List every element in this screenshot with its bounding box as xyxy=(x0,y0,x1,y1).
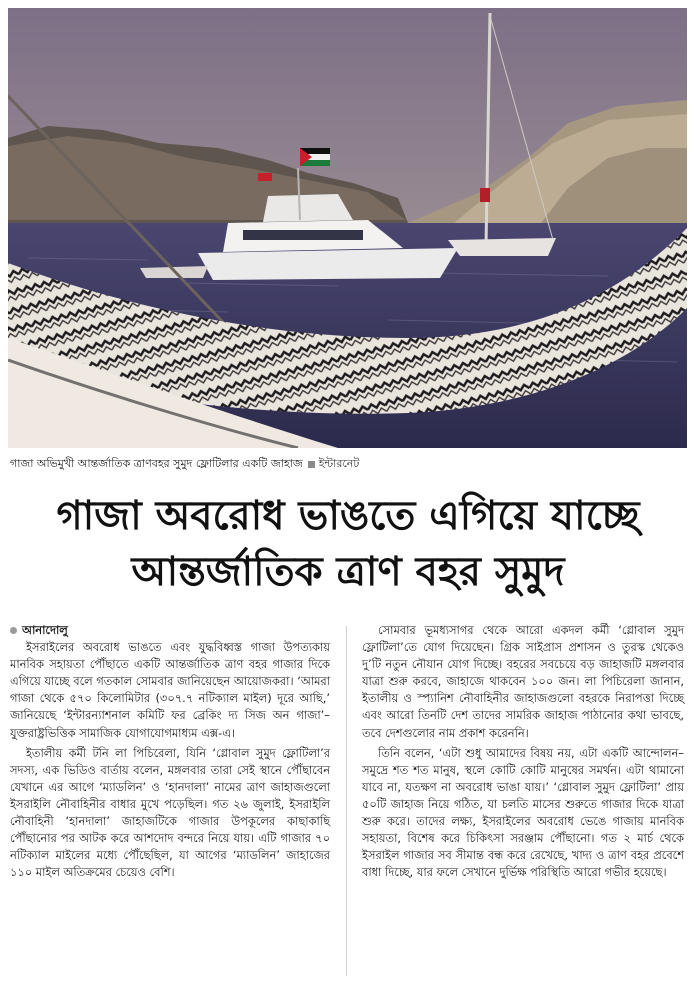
paragraph: তিনি বলেন, ‘এটা শুধু আমাদের বিষয় নয়, এটা একটি আন্দোলন– সমুদ্রে শত শত মানুষ, স্থলে কোটি কোটি মানুষের সমর্থন। এটা থামানো যাবে না, যতক্ষণ না অবরোধ ভাঙা যায়।’ ‘গ্লোবাল সুমুদ ফ্লোটিলা’ প্রায় ৫০টি জাহাজ নিয়ে গঠিত, যা চলতি মাসের শুরুতে গাজার দিকে যাত্রা শুরু করে। তাদের লক্ষ্য, ইসরাইলের অবরোধ ভেঙে গাজায় মানবিক সহায়তা, বিশেষ করে চিকিৎসা সরঞ্জাম পৌঁছানো। গত ২ মার্চ থেকে ইসরাইল গাজার সব সীমান্ত বন্ধ করে রেখেছে, খাদ্য ও ত্রাণ বহর প্রবেশে বাধা দিচ্ছে, যার ফলে সেখানে দুর্ভিক্ষ পরিস্থিতি আরো গভীর হয়েছে। xyxy=(362,745,684,880)
article-column-right xyxy=(362,622,684,884)
article-photo xyxy=(8,8,687,448)
paragraph: ইতালীয় কর্মী টনি লা পিচিরেলা, যিনি ‘গ্লোবাল সুমুদ ফ্লোটিলা’র সদস্য, এক ভিডিও বার্তায় বলেন, মঙ্গলবার তারা সেই স্থানে পৌঁছাবেন যেখানে এর আগে ‘ম্যাডলিন’ ও ‘হানদালা’ নামের ত্রাণ জাহাজগুলো ইসরাইলি নৌবাহিনীর বাধার মুখে পড়েছিল। গত ২৬ জুলাই, ইসরাইলি নৌবাহিনী ‘হানদালা’ জাহাজটিকে গাজার উপকূলের কাছাকাছি পৌঁছানোর পর আটক করে আশদোদ বন্দরে নিয়ে যায়। এটি গাজার ৭০ নটিক্যাল মাইলের মধ্যে পৌঁছেছিল, যা আগের ‘ম্যাডলিন’ জাহাজের ১১০ মাইল অতিক্রমের চেয়েও বেশি। xyxy=(10,745,330,880)
agency-name: আনাদোলু xyxy=(22,623,68,637)
paragraph: ইসরাইলের অবরোধ ভাঙতে এবং যুদ্ধবিধ্বস্ত গাজা উপত্যকায় মানবিক সহায়তা পৌঁছাতে একটি আন্তর্জাতিক ত্রাণ বহর গাজার দিকে এগিয়ে যাচ্ছে বলে গতকাল সোমবার জানিয়েছেন আয়োজকরা। ‘আমরা গাজা থেকে ৫৭০ কিলোমিটার (৩০৭.৭ নটিক্যাল মাইল) দূরে আছি,’ জানিয়েছে ‘ইন্টারন্যাশনাল কমিটি ফর ব্রেকিং দ্য সিজ অন গাজা’– যুক্তরাষ্ট্রভিত্তিক সামাজিক যোগাযোগমাধ্যম এক্স-এ। xyxy=(10,640,330,740)
flotilla-boat-image xyxy=(8,8,687,448)
column-divider xyxy=(346,626,347,976)
headline-line-1: গাজা অবরোধ ভাঙতে এগিয়ে যাচ্ছে xyxy=(56,493,640,539)
news-agency xyxy=(10,622,330,639)
article-column-left xyxy=(10,622,330,884)
bullet-icon xyxy=(10,627,17,634)
photo-caption xyxy=(10,456,686,471)
headline xyxy=(0,488,696,600)
caption-separator-icon xyxy=(308,461,315,468)
photo-credit: ইন্টারনেট xyxy=(318,457,360,470)
headline-line-2: আন্তর্জাতিক ত্রাণ বহর সুমুদ xyxy=(131,549,565,595)
caption-text: গাজা অভিমুখী আন্তর্জাতিক ত্রাণবহর সুমুদ ফ্লোটিলার একটি জাহাজ xyxy=(10,457,303,470)
paragraph: সোমবার ভূমধ্যসাগর থেকে আরো একদল কর্মী ‘গ্লোবাল সুমুদ ফ্লোটিলা’তে যোগ দিয়েছেন। গ্রিক সাইপ্রাস প্রশাসন ও তুরস্ক থেকেও দু’টি নতুন নৌযান যোগ দিচ্ছে। বহরের সবচেয়ে বড় জাহাজটি মঙ্গলবার যাত্রা শুরু করবে, জাহাজে থাকবেন ১০০ জন। লা পিচিরেলা জানান, ইতালীয় ও স্প্যানিশ নৌবাহিনীর জাহাজগুলো বহরকে নিরাপত্তা দিচ্ছে এবং আরো তিনটি দেশ তাদের সামরিক জাহাজ পাঠানোর কথা ভাবছে, তবে দেশগুলোর নাম প্রকাশ করেননি। xyxy=(362,623,684,740)
